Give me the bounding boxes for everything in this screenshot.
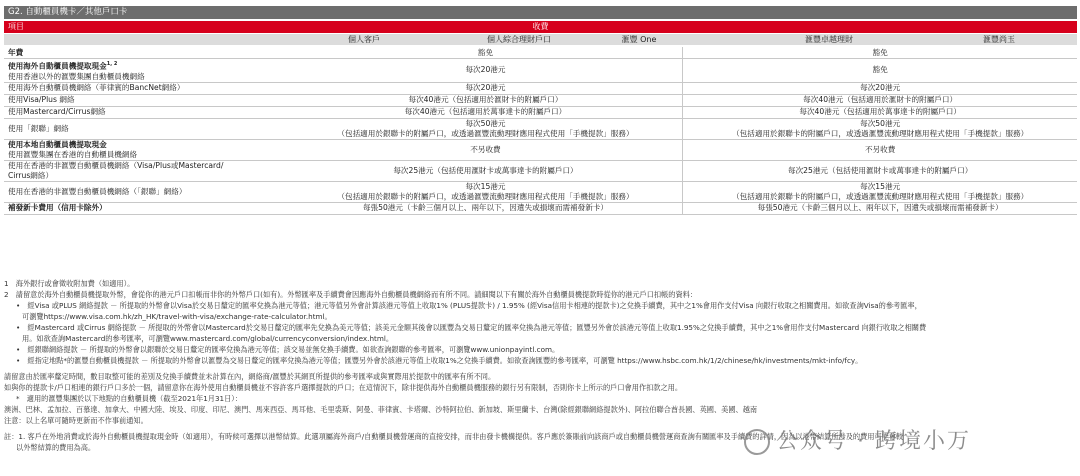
fee-line: （包括適用於銀聯卡的附屬戶口，或透過滙豐流動理財應用程式使用「手機提款」服務） — [732, 128, 1029, 138]
subheader-one: 滙豐 One — [621, 35, 657, 44]
fee-table — [4, 47, 1077, 215]
fee-line: 不另收費 — [470, 144, 501, 154]
row-label — [4, 118, 289, 139]
row-label-line: 使用Visa/Plus 網絡 — [8, 95, 75, 105]
fee-line: 豁免 — [872, 47, 888, 57]
table-row — [4, 47, 1077, 59]
row-label-line: 補發新卡費用（信用卡除外） — [8, 203, 107, 213]
header-item: 項目 — [8, 22, 24, 31]
fee-line: 每次40港元（包括適用於萬事達卡的附屬戶口） — [799, 107, 961, 117]
row-label-line: 使用香港以外的滙豐集團自動櫃員機網絡 — [8, 71, 145, 81]
fee-premier — [683, 106, 1077, 118]
table-row — [4, 94, 1077, 106]
note-line: • 經Mastercard 或Cirrus 網絡提款 － 所提取的外幣會以Mastercard於交易日釐定的匯率先兌換為美元等值；該美元金額其後會以匯豐為交易日釐定的匯率兌換為港元等值；匯豐另外會於該港元等值上收取1.95%之兌換手續費，其中之1%會用作支付Mastercard 向銀行收取之相關費 — [16, 323, 927, 332]
fee-line: （包括適用於銀聯卡的附屬戶口，或透過滙豐流動理財應用程式使用「手機提款」服務） — [732, 191, 1029, 201]
fee-premier — [683, 160, 1077, 181]
header-fee: 收費 — [532, 22, 549, 31]
note-line: • 經Visa 或PLUS 網絡提款 － 所提取的外幣會以Visa於交易日釐定的匯率兌換為港元等值；港元等值另外會計算該港元等值上收取1% (PLUS提款卡) / 1.95% (經Visa信用卡相連的提款卡)之兌換手續費，其中之1%會用作支付Visa 向銀行收取之相關費用。如欲查詢Visa的參考匯率， — [16, 301, 922, 310]
fee-line: 每張50港元（卡齡三個月以上、兩年以下，因遺失或損壞而需補發新卡） — [362, 203, 609, 213]
row-label-line: 使用海外自動櫃員機網絡（菲律賓的BancNet網絡） — [8, 83, 185, 93]
row-label-line: Cirrus網絡） — [8, 170, 54, 180]
row-label — [4, 202, 289, 214]
fee-line: 每次50港元 — [465, 118, 506, 128]
table-row — [4, 59, 1077, 83]
fee-premier — [683, 118, 1077, 139]
note-line: 1 海外銀行或會徵收附加費（如適用）。 — [4, 279, 135, 288]
table-row — [4, 118, 1077, 139]
fee-line: 每次50港元 — [860, 118, 901, 128]
footnote-ref: 1, 2 — [106, 61, 118, 67]
watermark: 公众号 · 跨境小万 — [744, 424, 971, 455]
row-label — [4, 181, 289, 202]
fee-line: 每次40港元（包括適用於滙財卡的附屬戶口） — [408, 95, 563, 105]
fee-premier — [683, 47, 1077, 59]
fee-line: 每次40港元（包括適用於滙財卡的附屬戶口） — [803, 95, 958, 105]
fee-line: 每次25港元（包括使用滙財卡或萬事達卡的附屬戶口） — [393, 165, 578, 175]
row-label — [4, 94, 289, 106]
table-subheader — [4, 34, 1077, 45]
note-line: 2 請留意於海外自動櫃員機提取外幣，會從你的港元戶口扣帳而非你的外幣戶口(如有)。外幣匯率及手續費會因應海外自動櫃員機網絡而有所不同。請細閱以下有關於海外自動櫃員機提款時從你的港元戶口扣帳的資料： — [4, 290, 698, 299]
fee-line: 每次15港元 — [465, 181, 506, 191]
fee-personal — [289, 181, 683, 202]
table-row — [4, 202, 1077, 214]
fee-personal — [289, 139, 683, 160]
note-line: 如與你的提款卡/戶口相連的銀行戶口多於一個，請留意你在海外使用自動櫃員機並不容許客戶選擇提款的戶口；在這情況下，除非提供海外自動櫃員機服務的銀行另有限制，否則你卡上所示的戶口會用作扣款之用。 — [4, 383, 683, 392]
row-label-line: 使用在香港的非滙豐自動櫃員機網絡（Visa/Plus或Mastercard/ — [8, 160, 224, 170]
table-row — [4, 82, 1077, 94]
table-row — [4, 106, 1077, 118]
fee-line: （包括適用於銀聯卡的附屬戶口，或透過滙豐流動理財應用程式使用「手機提款」服務） — [337, 128, 634, 138]
fee-personal — [289, 59, 683, 83]
row-label-line: 使用海外自動櫃員機提取現金$^{1, 2}$ — [8, 61, 118, 71]
row-label — [4, 59, 289, 83]
note-line: 注意：以上名單可隨時更新而不作事前通知。 — [4, 416, 148, 425]
row-label — [4, 47, 289, 59]
subheader-jade: 滙豐尚玉 — [983, 35, 1015, 44]
note-line: 可瀏覽https://www.visa.com.hk/zh_HK/travel-with-visa/exchange-rate-calculator.html。 — [22, 312, 332, 321]
fee-personal — [289, 106, 683, 118]
note-line: 註：1. 客戶在外地消費或於海外自動櫃員機提取現金時（如適用），有時候可選擇以港幣結算。此選項屬海外商戶/自動櫃員機營運商的直接安排，而非由發卡機構提供。客戶應於簽賬前向該商戶或自動櫃員機營運商查詢有關匯率及手續費的詳情，因為以港幣結算所涉及的費用可能會較 — [4, 432, 904, 441]
fee-line: 每次40港元（包括適用於萬事達卡的附屬戶口） — [404, 107, 567, 117]
fee-personal — [289, 160, 683, 181]
wechat-icon — [744, 429, 770, 455]
subheader-integrated: 個人綜合理財戶口 — [487, 35, 551, 44]
note-line: 以外幣結算的費用為高。 — [16, 443, 96, 452]
row-label — [4, 82, 289, 94]
row-label — [4, 160, 289, 181]
fee-line: 每次25港元（包括使用滙財卡或萬事達卡的附屬戶口） — [787, 165, 973, 175]
note-line: * 適用的滙豐集團於以下地點的自動櫃員機（截至2021年1月31日）： — [16, 394, 243, 403]
section-title: G2. 自動櫃員機卡／其他戶口卡 — [4, 6, 1077, 19]
note-line: 澳洲、巴林、孟加拉、百慕達、加拿大、中國大陸、埃及、印度、印尼、澳門、馬來西亞、馬耳他、毛里裘斯、阿曼、菲律賓、卡塔爾、沙特阿拉伯、新加坡、斯里蘭卡、台灣(除經銀聯網絡提款外)、阿拉伯聯合酋長國、英國、美國、越南 — [4, 405, 758, 414]
fee-line: 每張50港元（卡齡三個月以上、兩年以下，因遺失或損壞而需補發新卡） — [757, 203, 1003, 213]
fee-premier — [683, 181, 1077, 202]
table-row — [4, 160, 1077, 181]
table-row — [4, 139, 1077, 160]
fee-line: 豁免 — [872, 65, 888, 75]
fee-line: （包括適用於銀聯卡的附屬戶口，或透過滙豐流動理財應用程式使用「手機提款」服務） — [337, 191, 634, 201]
row-label-line: 使用本地自動櫃員機提取現金 — [8, 139, 107, 149]
note-line: • 經指定地點*的滙豐自動櫃員機提款 － 所提取的外幣會以滙豐為交易日釐定的匯率兌換為港元等值；匯豐另外會於該港元等值上收取1%之兌換手續費。如欲查詢匯豐的參考匯率，可瀏覽 https://www.hsbc.com.hk/1/2/chinese/hk/investments/mkt-info/fcy。 — [16, 356, 863, 365]
row-label-line: 使用在香港的非滙豐自動櫃員機網絡（「銀聯」網絡） — [8, 186, 187, 196]
note-line: 請留意由於匯率釐定時間，數目取整可能的差別及兌換手續費並未計算在內，網絡商/滙豐於其網頁所提供的參考匯率或與實際用於提款中的匯率有所不同。 — [4, 372, 496, 381]
fee-line: 每次20港元 — [860, 83, 901, 93]
fee-personal — [289, 47, 683, 59]
fee-premier — [683, 82, 1077, 94]
note-line: 用。如欲查詢Mastercard的參考匯率，可瀏覽www.mastercard.com/global/currencyconversion/index.html。 — [22, 334, 394, 343]
row-label — [4, 106, 289, 118]
fee-premier — [683, 94, 1077, 106]
note-line: • 經銀聯網絡提款 － 所提取的外幣會以銀聯於交易日釐定的匯率兌換為港元等值；該交易並無兌換手續費。如欲查詢銀聯的參考匯率，可瀏覽www.unionpayintl.com。 — [16, 345, 560, 354]
subheader-personal: 個人客戶 — [348, 35, 380, 44]
fee-line: 每次20港元 — [465, 65, 506, 75]
fee-line: 每次15港元 — [860, 181, 901, 191]
fee-line: 不另收費 — [864, 144, 896, 154]
fee-line: 豁免 — [477, 47, 494, 57]
row-label-line: 使用「銀聯」網絡 — [8, 123, 69, 133]
fee-line: 每次20港元 — [465, 83, 506, 93]
table-header — [4, 21, 1077, 33]
fee-premier — [683, 202, 1077, 214]
row-label-line: 年費 — [8, 47, 24, 57]
fee-premier — [683, 139, 1077, 160]
row-label-line: 使用滙豐集團在香港的自動櫃員機網絡 — [8, 149, 138, 159]
fee-personal — [289, 82, 683, 94]
fee-personal — [289, 202, 683, 214]
fee-personal — [289, 118, 683, 139]
fee-premier — [683, 59, 1077, 83]
row-label — [4, 139, 289, 160]
subheader-premier: 滙豐卓越理財 — [805, 35, 853, 44]
row-label-line: 使用Mastercard/Cirrus網絡 — [8, 107, 106, 117]
table-row — [4, 181, 1077, 202]
fee-personal — [289, 94, 683, 106]
